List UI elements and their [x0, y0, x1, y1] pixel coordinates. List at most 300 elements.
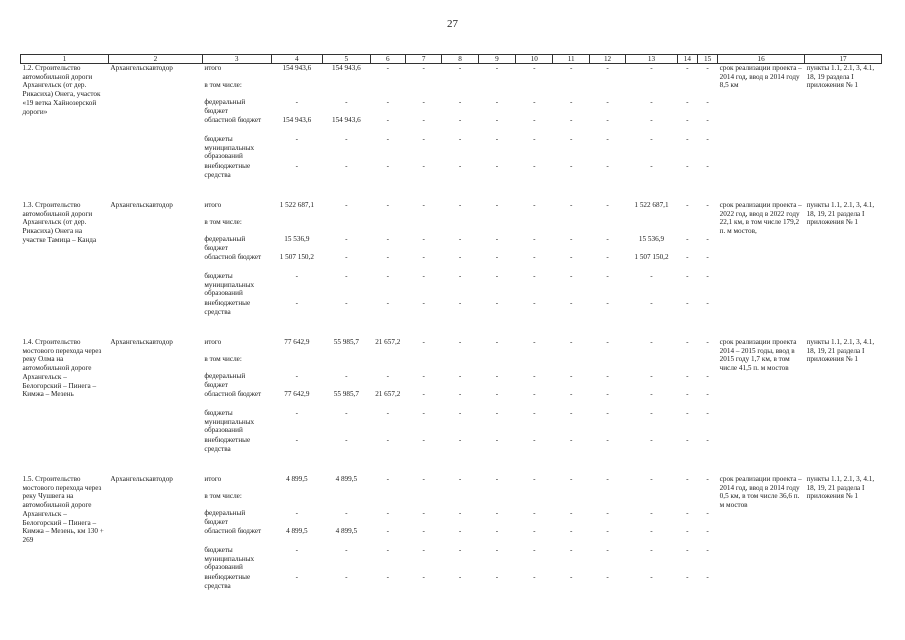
amount-cell: -	[458, 546, 462, 554]
amount-cell: -	[533, 475, 536, 483]
amount-cell: -	[495, 98, 499, 106]
amount-cell: 77 642,9	[284, 338, 310, 346]
funding-source-label: в том числе:	[204, 355, 242, 363]
amount-cell: -	[686, 253, 689, 261]
amount-cell: -	[458, 162, 462, 170]
amount-cell: -	[345, 409, 348, 417]
amount-cell: -	[650, 475, 653, 483]
page-number: 27	[447, 18, 458, 30]
amount-cell: -	[533, 299, 536, 307]
amount-cell: -	[706, 272, 709, 280]
amount-cell: -	[533, 162, 536, 170]
column-number-row	[21, 55, 882, 64]
amount-cell: -	[458, 573, 462, 581]
amount-cell: -	[706, 372, 709, 380]
amount-cell: -	[606, 135, 609, 143]
amount-cell: -	[345, 235, 348, 243]
amount-cell	[478, 218, 515, 235]
amount-cell: -	[458, 235, 462, 243]
amount-cell: -	[386, 201, 389, 209]
amount-cell: -	[495, 409, 499, 417]
column-number-7: 7	[405, 55, 441, 64]
amount-cell: 154 943,6	[331, 116, 361, 124]
amount-cell: -	[458, 116, 462, 124]
amount-cell: -	[606, 64, 609, 72]
amount-cell: -	[706, 475, 709, 483]
amount-cell: -	[706, 253, 709, 261]
amount-cell	[677, 81, 697, 98]
amount-cell: -	[569, 409, 573, 417]
amount-cell: -	[345, 372, 348, 380]
amount-cell	[516, 218, 553, 235]
amount-cell: -	[295, 272, 299, 280]
amount-cell: -	[458, 436, 462, 444]
amount-cell: -	[495, 338, 499, 346]
amount-cell	[442, 355, 478, 372]
funding-source-label: бюджеты муниципальных образований	[204, 546, 255, 572]
funding-source-label: внебюджетные средства	[204, 299, 251, 316]
amount-cell: -	[422, 390, 425, 398]
amount-cell: -	[386, 162, 389, 170]
amount-cell: -	[386, 272, 389, 280]
amount-cell: -	[650, 162, 653, 170]
funding-source-label: итого	[204, 475, 222, 483]
amount-cell: -	[686, 162, 689, 170]
amount-cell: -	[569, 338, 573, 346]
amount-cell: -	[422, 116, 425, 124]
amount-cell	[405, 81, 441, 98]
implementation-term-note: срок реализации проекта – 2014 год, ввод в 2014 году 8,5 км	[719, 64, 802, 90]
amount-cell: -	[706, 64, 709, 72]
amount-cell: -	[686, 135, 689, 143]
amount-cell: -	[606, 509, 609, 517]
amount-cell: -	[495, 116, 499, 124]
amount-cell: -	[422, 98, 425, 106]
column-number-1: 1	[21, 55, 109, 64]
amount-cell	[516, 81, 553, 98]
amount-cell: -	[606, 98, 609, 106]
amount-cell: -	[686, 201, 689, 209]
amount-cell: -	[686, 409, 689, 417]
amount-cell: -	[606, 372, 609, 380]
amount-cell: -	[569, 162, 573, 170]
amount-cell	[370, 355, 405, 372]
amount-cell: -	[458, 272, 462, 280]
amount-cell: -	[569, 64, 573, 72]
amount-cell	[589, 218, 625, 235]
amount-cell: -	[706, 436, 709, 444]
amount-cell: -	[533, 98, 536, 106]
amount-cell	[271, 492, 323, 509]
amount-cell: -	[533, 201, 536, 209]
amount-cell: -	[495, 253, 499, 261]
amount-cell	[626, 355, 678, 372]
block-spacer	[21, 455, 882, 475]
amount-cell: -	[386, 475, 389, 483]
amount-cell	[478, 81, 515, 98]
implementation-term-note: срок реализации проекта – 2014 год, ввод в 2014 году 0,5 км, в том числе 36,6 п. м мостов	[719, 475, 802, 510]
amount-cell: -	[495, 162, 499, 170]
amount-cell	[553, 81, 589, 98]
amount-cell: -	[495, 475, 499, 483]
amount-cell: -	[606, 338, 609, 346]
column-number-14: 14	[677, 55, 697, 64]
funding-source-label: итого	[204, 64, 222, 72]
amount-cell: -	[295, 98, 299, 106]
amount-cell: -	[495, 201, 499, 209]
amount-cell: -	[606, 546, 609, 554]
amount-cell: -	[495, 573, 499, 581]
amount-cell: -	[495, 509, 499, 517]
indicator-reference-note: пункты 1.1, 2.1, 3, 4.1, 18, 19 раздела I приложения № 1	[806, 64, 875, 90]
amount-cell: -	[650, 135, 653, 143]
funding-source-label: внебюджетные средства	[204, 162, 251, 179]
funding-source-label: федеральный бюджет	[204, 235, 246, 252]
amount-cell: -	[422, 235, 425, 243]
amount-cell: -	[345, 135, 348, 143]
amount-cell	[589, 492, 625, 509]
amount-cell	[516, 355, 553, 372]
funding-source-label: итого	[204, 338, 222, 346]
funding-source-label: бюджеты муниципальных образований	[204, 272, 255, 298]
amount-cell: -	[422, 527, 425, 535]
column-number-15: 15	[697, 55, 717, 64]
amount-cell: -	[458, 253, 462, 261]
amount-cell: -	[606, 116, 609, 124]
amount-cell	[478, 492, 515, 509]
indicator-reference-note: пункты 1.1, 2.1, 3, 4.1, 18, 19, 21 раздела I приложения № 1	[806, 338, 875, 364]
column-number-17: 17	[805, 55, 882, 64]
amount-cell	[589, 355, 625, 372]
amount-cell: -	[386, 299, 389, 307]
amount-cell: -	[569, 235, 573, 243]
amount-cell: -	[650, 98, 653, 106]
amount-cell: -	[650, 527, 653, 535]
amount-cell: -	[458, 135, 462, 143]
amount-cell	[677, 218, 697, 235]
amount-cell: -	[458, 509, 462, 517]
funding-source-label: федеральный бюджет	[204, 98, 246, 115]
amount-cell: -	[606, 409, 609, 417]
amount-cell: 4 899,5	[335, 527, 358, 535]
amount-cell: -	[533, 409, 536, 417]
amount-cell: -	[686, 338, 689, 346]
column-number-6: 6	[370, 55, 405, 64]
amount-cell: -	[386, 235, 389, 243]
amount-cell: -	[495, 390, 499, 398]
amount-cell: -	[650, 299, 653, 307]
funding-source-label: внебюджетные средства	[204, 436, 251, 453]
amount-cell: -	[686, 436, 689, 444]
amount-cell: -	[458, 475, 462, 483]
amount-cell: -	[458, 299, 462, 307]
amount-cell: -	[422, 338, 425, 346]
amount-cell: 4 899,5	[286, 475, 308, 483]
column-number-8: 8	[442, 55, 478, 64]
amount-cell: -	[458, 64, 462, 72]
amount-cell: -	[495, 436, 499, 444]
amount-cell	[370, 218, 405, 235]
amount-cell: -	[706, 573, 709, 581]
amount-cell: -	[569, 135, 573, 143]
amount-cell: -	[650, 409, 653, 417]
amount-cell: -	[606, 162, 609, 170]
amount-cell: -	[706, 201, 709, 209]
amount-cell: -	[295, 509, 299, 517]
implementation-term-note: срок реализации проекта 2014 – 2015 годы, ввод в 2015 году 1,7 км, в том числе 41,5 п. м мостов	[719, 338, 797, 373]
amount-cell	[442, 218, 478, 235]
amount-cell	[516, 492, 553, 509]
funding-source-label: внебюджетные средства	[204, 573, 251, 590]
amount-cell: -	[386, 253, 389, 261]
amount-cell: 4 899,5	[286, 527, 308, 535]
event-name: 1.4. Строительство мостового перехода через реку Олма на автомобильной дороге Архангельск – Белогорский – Пинега – Кимжа – Мезень	[22, 338, 102, 399]
amount-cell: -	[422, 573, 425, 581]
funding-source-label: областной бюджет	[204, 253, 262, 261]
amount-cell: -	[422, 162, 425, 170]
amount-cell: -	[706, 98, 709, 106]
amount-cell: -	[686, 272, 689, 280]
column-number-16: 16	[718, 55, 805, 64]
amount-cell: -	[706, 338, 709, 346]
amount-cell: -	[422, 409, 425, 417]
amount-cell	[271, 355, 323, 372]
amount-cell: -	[650, 509, 653, 517]
amount-cell: -	[686, 98, 689, 106]
amount-cell: 55 985,7	[333, 338, 359, 346]
amount-cell	[323, 492, 370, 509]
amount-cell: -	[606, 436, 609, 444]
amount-cell: -	[386, 409, 389, 417]
amount-cell: -	[422, 64, 425, 72]
amount-cell	[626, 218, 678, 235]
amount-cell	[442, 492, 478, 509]
amount-cell: -	[533, 546, 536, 554]
amount-cell: -	[386, 135, 389, 143]
amount-cell: -	[686, 235, 689, 243]
amount-cell: -	[422, 436, 425, 444]
amount-cell: -	[569, 253, 573, 261]
amount-cell: -	[650, 272, 653, 280]
amount-cell: -	[569, 98, 573, 106]
amount-cell: -	[569, 573, 573, 581]
executor: Архангельскавтодор	[110, 201, 173, 209]
amount-cell: -	[606, 390, 609, 398]
amount-cell: -	[686, 573, 689, 581]
amount-cell: -	[386, 527, 389, 535]
amount-cell: 154 943,6	[282, 64, 312, 72]
amount-cell: -	[533, 116, 536, 124]
amount-cell: -	[569, 509, 573, 517]
amount-cell: 21 657,2	[375, 390, 401, 398]
amount-cell: -	[345, 573, 348, 581]
amount-cell: -	[345, 436, 348, 444]
amount-cell: -	[569, 390, 573, 398]
funding-source-label: бюджеты муниципальных образований	[204, 409, 255, 435]
amount-cell: -	[650, 573, 653, 581]
amount-cell: -	[606, 272, 609, 280]
amount-cell: -	[345, 299, 348, 307]
amount-cell: -	[569, 436, 573, 444]
amount-cell: -	[295, 135, 299, 143]
amount-cell: -	[422, 475, 425, 483]
amount-cell: -	[495, 299, 499, 307]
amount-cell: -	[422, 272, 425, 280]
column-number-3: 3	[202, 55, 271, 64]
table-row	[21, 338, 882, 355]
amount-cell: -	[569, 201, 573, 209]
amount-cell: -	[295, 409, 299, 417]
amount-cell: -	[706, 409, 709, 417]
funding-source-label: областной бюджет	[204, 390, 262, 398]
block-spacer	[21, 318, 882, 338]
amount-cell: -	[606, 253, 609, 261]
amount-cell: -	[533, 272, 536, 280]
amount-cell	[553, 492, 589, 509]
amount-cell: -	[386, 573, 389, 581]
amount-cell	[697, 81, 717, 98]
amount-cell: -	[606, 573, 609, 581]
amount-cell: -	[295, 573, 299, 581]
amount-cell: -	[495, 527, 499, 535]
amount-cell: -	[533, 64, 536, 72]
amount-cell	[626, 492, 678, 509]
amount-cell: 1 522 687,1	[279, 201, 314, 209]
amount-cell: -	[386, 116, 389, 124]
amount-cell: -	[706, 527, 709, 535]
table-body	[21, 64, 882, 593]
amount-cell: -	[422, 299, 425, 307]
funding-source-label: в том числе:	[204, 218, 242, 226]
funding-source-label: областной бюджет	[204, 527, 262, 535]
amount-cell: 15 536,9	[638, 235, 665, 243]
amount-cell: -	[386, 98, 389, 106]
amount-cell: -	[606, 299, 609, 307]
amount-cell: -	[650, 372, 653, 380]
event-name: 1.2. Строительство автомобильной дороги Архангельск (от дер. Рикасиха) Онега, участок «19 ветка Хайнозерской дороги»	[22, 64, 101, 116]
amount-cell	[405, 492, 441, 509]
amount-cell	[677, 355, 697, 372]
amount-cell: -	[345, 201, 348, 209]
executor: Архангельскавтодор	[110, 64, 173, 72]
indicator-reference-note: пункты 1.1, 2.1, 3, 4.1, 18, 19, 21 раздела I приложения № 1	[806, 201, 875, 227]
amount-cell: -	[533, 390, 536, 398]
amount-cell: 1 507 150,2	[279, 253, 314, 261]
implementation-term-note: срок реализации проекта – 2022 год, ввод в 2022 году 22,1 км, в том числе 179,2 п. м мостов,	[719, 201, 802, 236]
amount-cell: -	[606, 235, 609, 243]
amount-cell	[271, 218, 323, 235]
indicator-reference-note: пункты 1.1, 2.1, 3, 4.1, 18, 19, 21 раздела I приложения № 1	[806, 475, 875, 501]
amount-cell: -	[686, 390, 689, 398]
amount-cell	[405, 355, 441, 372]
column-number-13: 13	[626, 55, 678, 64]
amount-cell: -	[422, 201, 425, 209]
amount-cell: 1 507 150,2	[634, 253, 669, 261]
amount-cell: -	[458, 372, 462, 380]
funding-source-label: в том числе:	[204, 492, 242, 500]
amount-cell: -	[386, 509, 389, 517]
amount-cell: -	[345, 509, 348, 517]
amount-cell: -	[345, 98, 348, 106]
amount-cell: -	[495, 135, 499, 143]
amount-cell: -	[706, 509, 709, 517]
amount-cell	[697, 355, 717, 372]
amount-cell: -	[458, 98, 462, 106]
program-table	[20, 54, 882, 592]
amount-cell: 21 657,2	[375, 338, 401, 346]
amount-cell: -	[686, 546, 689, 554]
amount-cell: -	[295, 546, 299, 554]
block-spacer	[21, 181, 882, 201]
amount-cell: -	[533, 372, 536, 380]
amount-cell: -	[386, 372, 389, 380]
amount-cell: -	[533, 573, 536, 581]
amount-cell: -	[295, 299, 299, 307]
column-number-2: 2	[108, 55, 202, 64]
event-name: 1.5. Строительство мостового перехода через реку Чушвега на автомобильной дороге Архангельск – Белогорский – Пинега – Кимжа – Мезень, км 130 + 269	[22, 475, 104, 544]
amount-cell: 15 536,9	[284, 235, 310, 243]
amount-cell: 1 522 687,1	[634, 201, 669, 209]
amount-cell	[271, 81, 323, 98]
amount-cell: -	[686, 64, 689, 72]
amount-cell: -	[345, 272, 348, 280]
amount-cell: -	[706, 162, 709, 170]
amount-cell: -	[569, 475, 573, 483]
amount-cell	[626, 81, 678, 98]
amount-cell: -	[569, 372, 573, 380]
funding-source-label: в том числе:	[204, 81, 242, 89]
amount-cell	[323, 218, 370, 235]
amount-cell: 77 642,9	[284, 390, 310, 398]
amount-cell	[370, 492, 405, 509]
amount-cell: -	[495, 372, 499, 380]
amount-cell: -	[706, 135, 709, 143]
amount-cell: -	[569, 299, 573, 307]
amount-cell	[405, 218, 441, 235]
amount-cell: -	[569, 546, 573, 554]
amount-cell: -	[458, 338, 462, 346]
table-row	[21, 475, 882, 492]
amount-cell: 4 899,5	[335, 475, 358, 483]
funding-source-label: федеральный бюджет	[204, 372, 246, 389]
amount-cell: -	[495, 272, 499, 280]
amount-cell: -	[295, 436, 299, 444]
amount-cell: -	[422, 135, 425, 143]
amount-cell: -	[295, 162, 299, 170]
amount-cell: 154 943,6	[282, 116, 312, 124]
amount-cell: -	[606, 475, 609, 483]
executor: Архангельскавтодор	[110, 338, 173, 346]
funding-source-label: областной бюджет	[204, 116, 262, 124]
column-number-10: 10	[516, 55, 553, 64]
amount-cell: -	[495, 64, 499, 72]
amount-cell	[323, 355, 370, 372]
amount-cell: -	[686, 509, 689, 517]
amount-cell: -	[686, 372, 689, 380]
amount-cell: -	[533, 338, 536, 346]
amount-cell: -	[533, 509, 536, 517]
amount-cell: -	[458, 390, 462, 398]
amount-cell: -	[533, 135, 536, 143]
amount-cell: -	[422, 509, 425, 517]
amount-cell: -	[458, 409, 462, 417]
amount-cell	[697, 218, 717, 235]
amount-cell: -	[650, 116, 653, 124]
amount-cell: -	[606, 201, 609, 209]
amount-cell: -	[706, 235, 709, 243]
amount-cell: -	[458, 527, 462, 535]
amount-cell: -	[686, 116, 689, 124]
